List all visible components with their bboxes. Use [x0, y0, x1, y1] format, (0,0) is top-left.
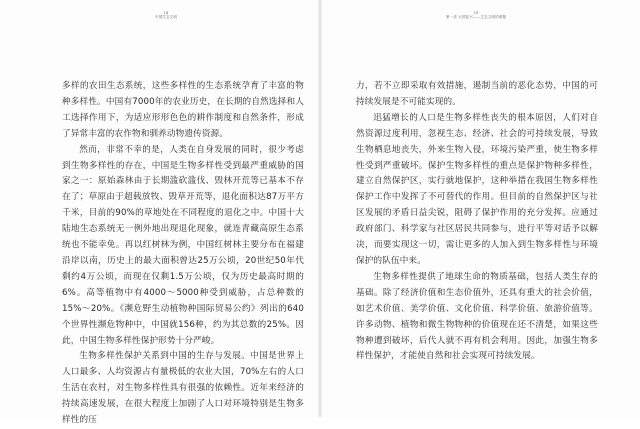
right-body-text — [356, 79, 598, 365]
left-page — [0, 0, 318, 426]
left-page-number: 18 — [163, 11, 169, 15]
right-page-number: 19 — [473, 11, 479, 15]
right-page — [322, 0, 640, 417]
paragraph: 多样的农田生态系统，这些多样性的生态系统孕育了丰富的物种多样性。中国有7000年的农业历史，在长期的自然选择和人工选择作用下，为适应形形色色的耕作制度和自然条件，形成了异常丰富的农作物和驯养动物遗传资源。 — [62, 81, 304, 139]
paragraph: 生物多样性提供了地球生命的物质基础，包括人类生存的基础。除了经济价值和生态价值外，还具有重大的社会价值，如艺术价值、美学价值、文化价值、科学价值、旅游价值等。许多动物、植物和微生物物种的价值现在还不清楚，如果这些物种遭到破坏，后代人就不再有机会利用。因此，加强生物多样性保护，才能使自然和社会实现可持续发展。 — [356, 271, 598, 362]
left-header-title: 中国生态文明 — [154, 15, 178, 19]
right-header-title: 第一讲 大国复兴——生态文明的命题 — [445, 15, 507, 19]
left-running-head — [138, 11, 194, 19]
paragraph: 力，若不立即采取有效措施，遏制当前的恶化态势，中国的可持续发展是不可能实现的。 — [356, 81, 598, 107]
right-running-head — [443, 11, 509, 19]
paragraph: 然而，非常不幸的是，人类在自身发展的同时，很少考虑到生物多样性的存在，中国是生物多样性受到最严重威胁的国家之一：原始森林由于长期滥砍滥伐、毁林开荒等已基本不存在了；草原由于超载放牧、毁草开荒等，退化面积达87万平方千米，目前的90%的草地处在不同程度的退化之中。中国十大陆地生态系统无一例外地出现退化现象，就连青藏高原生态系统也不能幸免。再以红树林为例，中国红树林主要分布在福建沿岸以南，历史上的最大面积曾达25万公顷，20世纪50年代剩约4万公顷，而现在仅剩1.5万公顷，仅为历史最高时期的6%。高等植物中有4000～5000种受到威胁，占总种数的15%～20%。《濒危野生动植物种国际贸易公约》列出的640个世界性濒危物种中，中国就156种，约为其总数的25%。因此，中国生物多样性保护形势十分严峻。 — [62, 144, 304, 346]
paragraph: 生物多样性保护关系到中国的生存与发展。中国是世界上人口最多、人均资源占有量极低的农业大国，70%左右的人口生活在农村，对生物多样性具有很强的依赖性。近年来经济的持续高速发展，在很大程度上加剧了人口对环境特别是生物多样性的压 — [62, 351, 304, 426]
paragraph: 迅猛增长的人口是生物多样性丧失的根本原因，人们对自然资源过度利用，忽视生态、经济、社会的可持续发展，导致生物栖息地丧失，外来生物入侵，环境污染严重，使生物多样性受到严重破坏。保护生物多样性的重点是保护物种多样性，建立自然保护区，实行就地保护，这种举措在我国生物多样性保护工作中发挥了不可替代的作用。但目前的自然保护区与社区发展的矛盾日益尖锐，阻碍了保护作用的充分发挥。应通过政府部门、科学家与社区居民共同参与，进行平等对话予以解决，而要实现这一切，需让更多的人加入到生物多样性与环境保护的队伍中来。 — [356, 112, 598, 266]
left-body-text — [62, 79, 304, 429]
